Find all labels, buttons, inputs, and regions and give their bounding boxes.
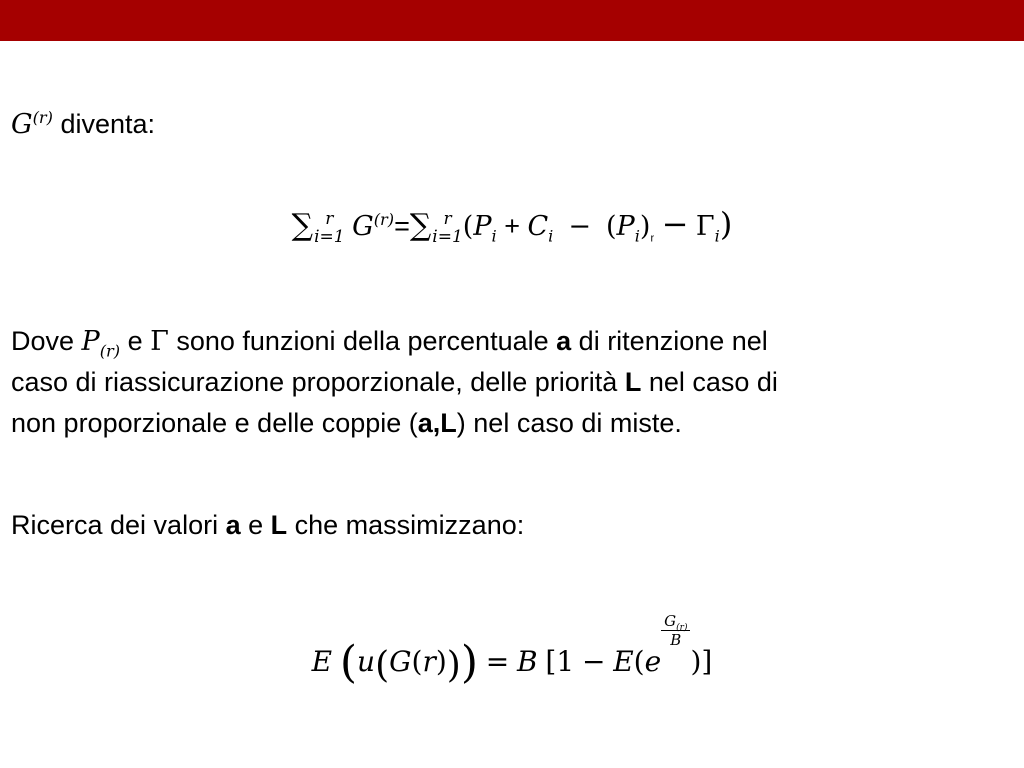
math-u: u	[357, 645, 376, 678]
bold-L: L	[270, 510, 288, 540]
equation-sum	[0, 205, 1024, 246]
bold-a: a	[556, 326, 572, 356]
close-paren: )	[719, 205, 733, 243]
big-paren-open: (	[339, 637, 358, 688]
top-accent-bar	[0, 0, 1024, 41]
bold-a: a	[225, 510, 241, 540]
paragraph-line-3: non proporzionale e delle coppie (a,L) nel caso di miste.	[11, 408, 682, 438]
math-e: e	[644, 645, 662, 678]
math-B: B	[517, 645, 538, 678]
sum-limits: r i=1	[314, 208, 345, 247]
med-paren-open: (	[375, 645, 390, 686]
math-gamma: Γ	[695, 211, 715, 242]
math-G: G	[389, 645, 412, 678]
math-P: P	[473, 211, 492, 242]
minus-sign-2: −	[661, 205, 689, 243]
bold-aL: a,L	[417, 408, 457, 438]
sum-limits-2: r i=1	[432, 208, 463, 247]
math-C-sub: i	[548, 226, 554, 246]
exponent-fraction: $\frac{G_{(r)}}{B}$	[661, 612, 690, 649]
math-P: P	[81, 326, 100, 357]
paragraph-search: Ricerca dei valori a e L che massimizzano:	[11, 510, 525, 540]
math-P-sub: (r)	[99, 341, 121, 361]
minus-sign: −	[568, 211, 591, 242]
plus-sign: +	[504, 211, 520, 241]
close-paren-2: )	[639, 211, 651, 242]
bracket-close: ]	[701, 645, 713, 678]
math-C: C	[527, 211, 549, 242]
paragraph-line-1: Dove $P_{(r)}$ e Γ sono funzioni della percentuale a di ritenzione nel	[11, 326, 768, 361]
sum-symbol-2: ∑	[409, 208, 432, 243]
math-r-sub: r	[650, 232, 655, 245]
math-one: 1	[556, 645, 575, 678]
math-G: G	[11, 109, 33, 140]
intro-line	[11, 104, 155, 145]
math-G-superscript: (r)	[373, 210, 395, 229]
med-paren-close: )	[446, 645, 461, 686]
bold-L: L	[624, 367, 642, 397]
math-P-sub: i	[491, 226, 497, 246]
sum-symbol: ∑	[291, 208, 314, 243]
math-G-superscript: (r)	[32, 108, 53, 127]
equals-sign: =	[394, 211, 410, 241]
math-E-2: E	[613, 645, 634, 678]
open-paren-2: (	[606, 211, 617, 242]
equation-expected-utility: E (u(G(r))) = B [1 − E(e $\frac{G_{(r)}}{B}$ )]	[311, 612, 713, 688]
paragraph-line-2: caso di riassicurazione proporzionale, delle priorità L nel caso di	[11, 367, 778, 397]
equals-sign: =	[485, 645, 510, 678]
math-r: r	[422, 645, 436, 678]
math-G: G	[352, 211, 374, 242]
open-paren: (	[462, 211, 474, 242]
bracket-open: [	[545, 645, 557, 678]
math-E: E	[311, 645, 333, 678]
paragraph-description	[11, 321, 778, 444]
big-paren-close: )	[460, 637, 478, 688]
intro-text: diventa:	[60, 109, 156, 139]
math-gamma-sub: i	[714, 226, 720, 246]
minus-sign: −	[581, 645, 606, 678]
math-P-2-sub: i	[634, 226, 640, 246]
math-gamma: Γ	[150, 326, 169, 357]
math-P-2: P	[616, 211, 635, 242]
